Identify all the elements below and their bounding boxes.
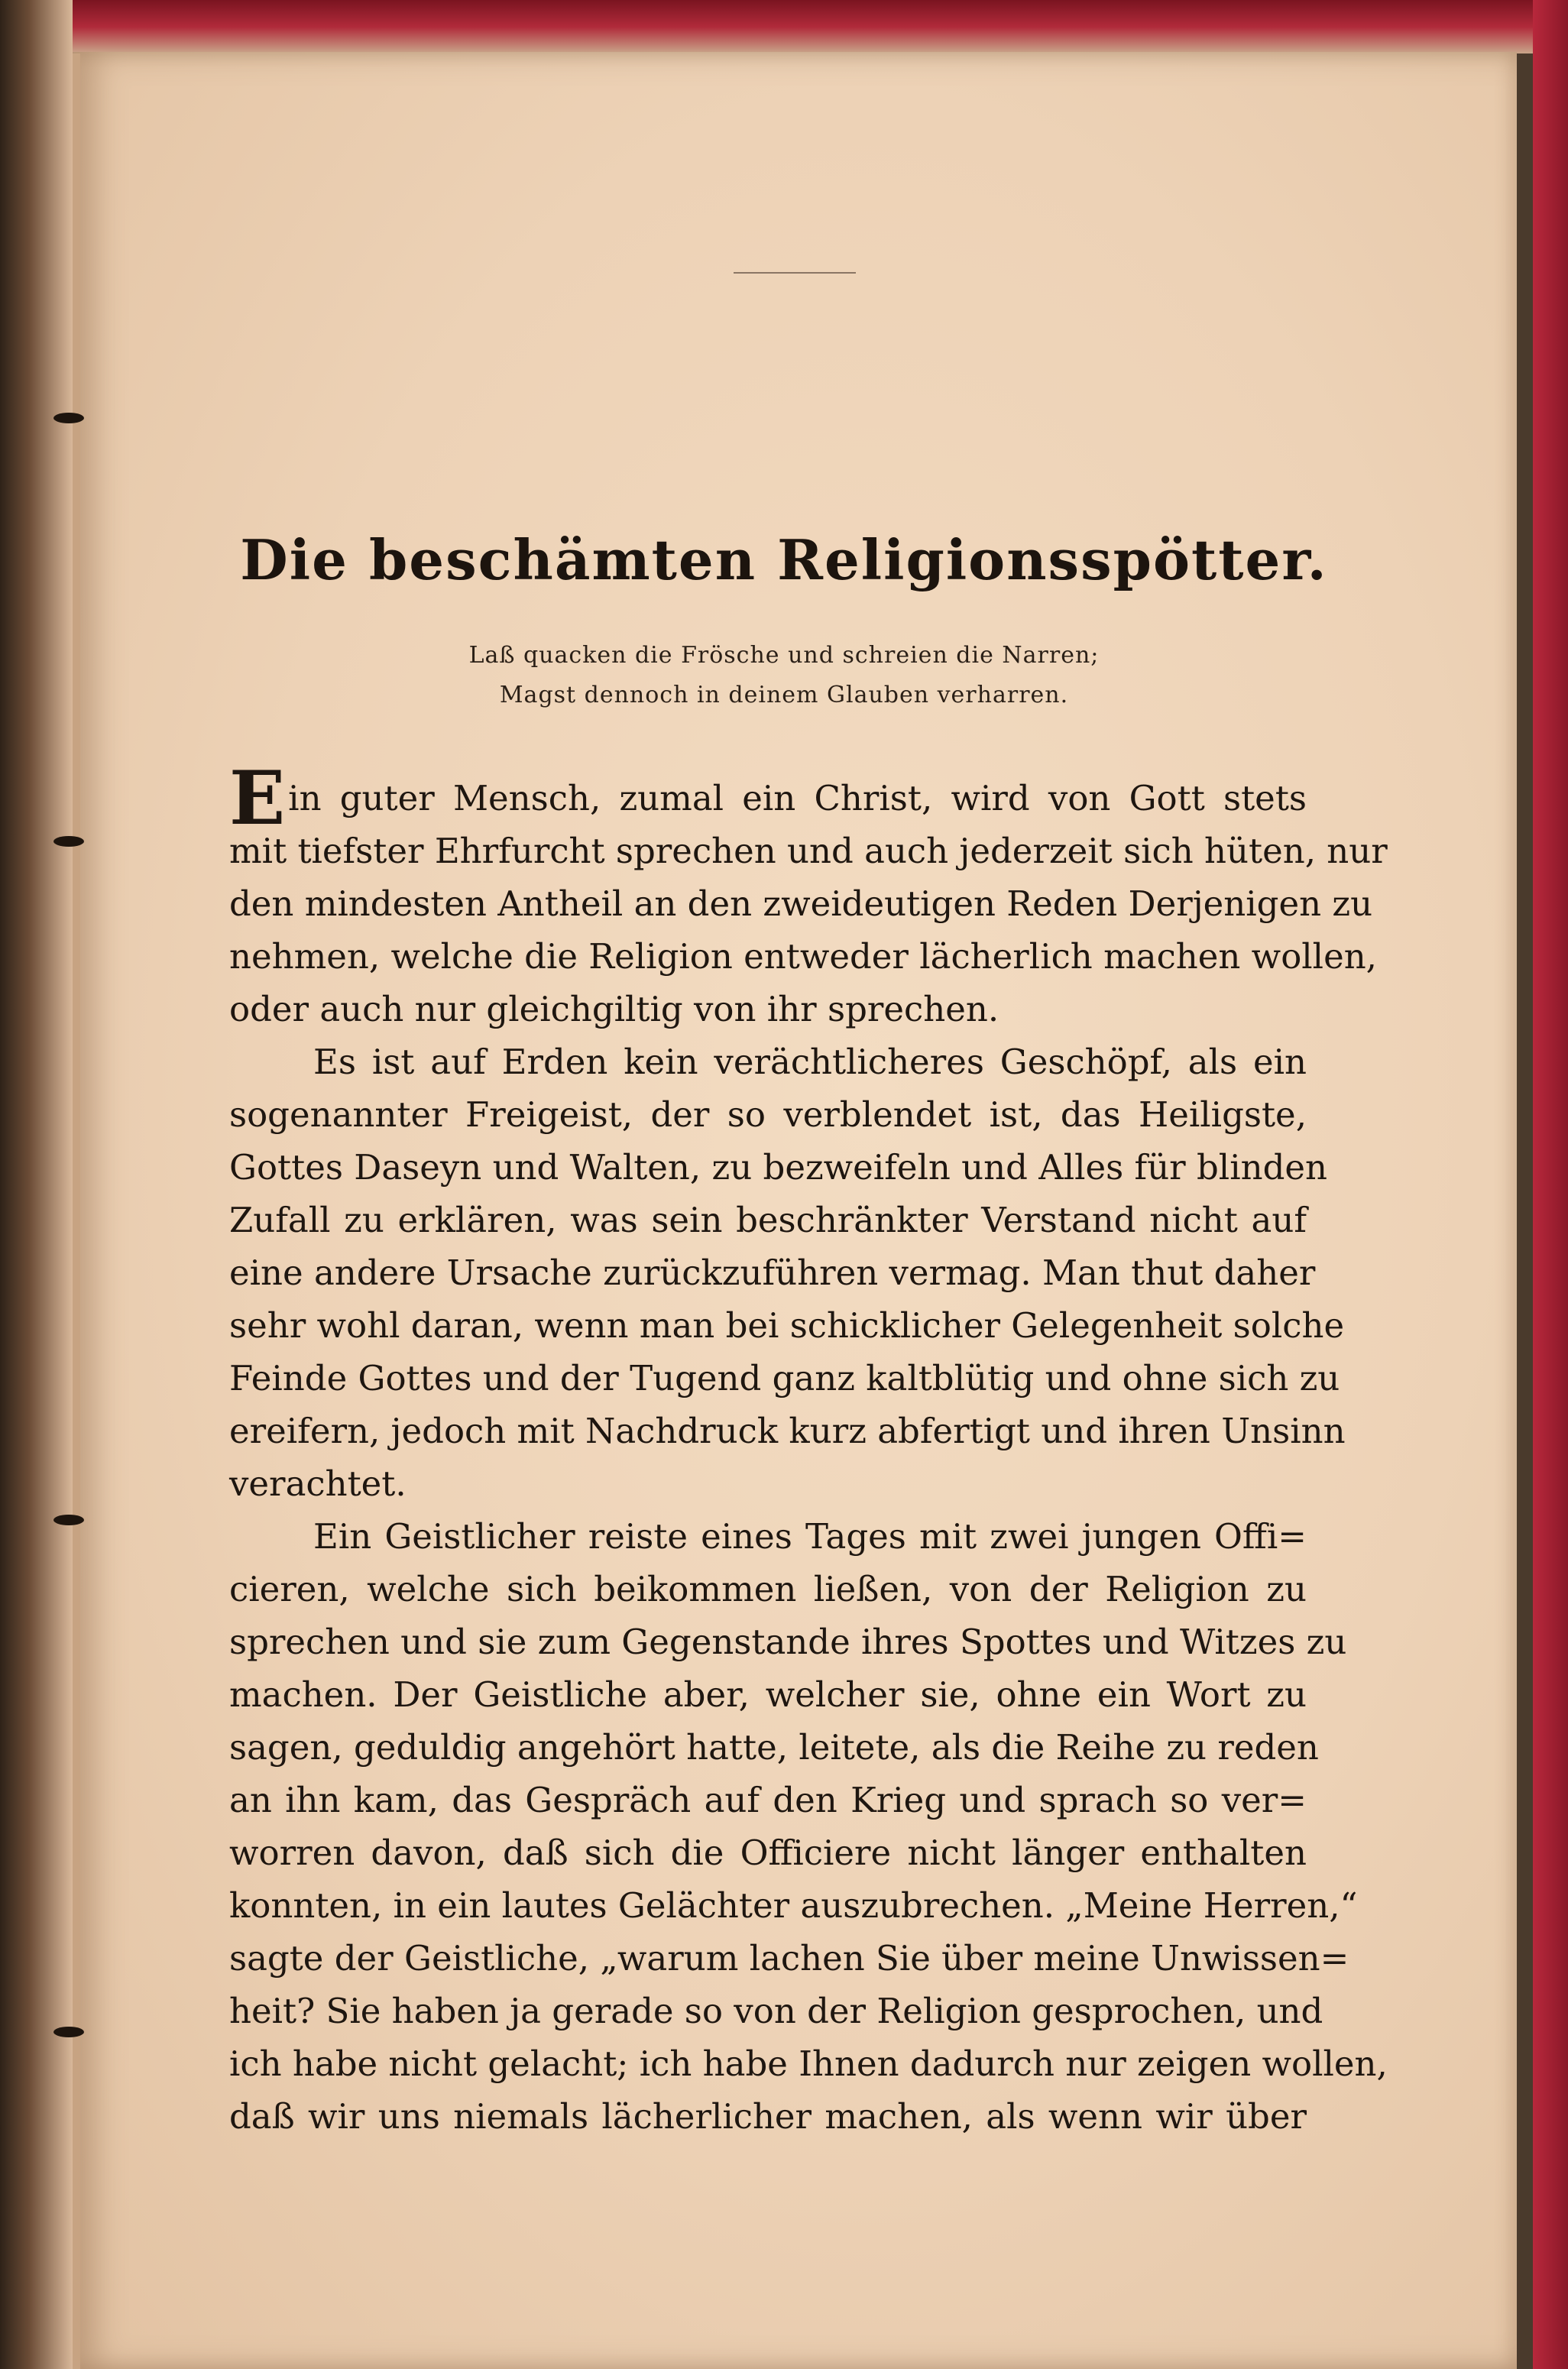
text-line: cieren, welche sich beikommen ließen, von der Religion zu <box>229 1569 1307 1609</box>
previous-leaf-edge <box>73 53 80 2369</box>
text-line: sehr wohl daran, wenn man bei schicklicher Gelegenheit solche <box>229 1305 1345 1346</box>
body-text <box>229 755 1388 2143</box>
book-cover-right-edge <box>1533 0 1568 2369</box>
text-line: sagen, geduldig angehört hatte, leitete, als die Reihe zu reden <box>229 1727 1319 1768</box>
text-line: Gottes Daseyn und Walten, zu bezweifeln und Alles für blinden <box>229 1147 1327 1188</box>
text-line: Ein guter Mensch, zumal ein Christ, wird von Gott stets <box>229 755 1307 841</box>
text-line: heit? Sie haben ja gerade so von der Religion gesprochen, und <box>229 1991 1323 2031</box>
text-line: verachtet. <box>229 1463 407 1504</box>
text-line: Zufall zu erklären, was sein beschränkter Verstand nicht auf <box>229 1200 1307 1240</box>
text-line: eine andere Ursache zurückzuführen vermag. Man thut daher <box>229 1253 1316 1293</box>
book-gutter <box>0 0 73 2369</box>
text-line: Es ist auf Erden kein verächtlicheres Geschöpf, als ein <box>313 1042 1307 1082</box>
text-line: worren davon, daß sich die Officiere nicht länger enthalten <box>229 1833 1307 1873</box>
drop-cap: E <box>229 755 286 841</box>
text-line: an ihn kam, das Gespräch auf den Krieg und sprach so ver= <box>229 1780 1307 1820</box>
text-line: nehmen, welche die Religion entweder lächerlich machen wollen, <box>229 936 1377 977</box>
text-line: daß wir uns niemals lächerlicher machen, als wenn wir über <box>229 2096 1307 2137</box>
text-line: sprechen und sie zum Gegenstande ihres Spottes und Witzes zu <box>229 1622 1347 1662</box>
binding-hole <box>53 1515 84 1525</box>
text-line: sagte der Geistliche, „warum lachen Sie über meine Unwissen= <box>229 1938 1349 1978</box>
binding-hole <box>53 2027 84 2037</box>
chapter-title: Die beschämten Religionsspötter. <box>240 527 1328 592</box>
motto-line-2: Magst dennoch in deinem Glauben verharren. <box>499 682 1069 708</box>
text-line: Ein Geistlicher reiste eines Tages mit zwei jungen Offi= <box>313 1516 1307 1557</box>
binding-hole <box>53 413 84 423</box>
text-line: mit tiefster Ehrfurcht sprechen und auch jederzeit sich hüten, nur <box>229 831 1388 871</box>
motto-line-1: Laß quacken die Frösche und schreien die Narren; <box>468 642 1100 669</box>
text-line: machen. Der Geistliche aber, welcher sie, ohne ein Wort zu <box>229 1674 1307 1715</box>
text-line: ereifern, jedoch mit Nachdruck kurz abfertigt und ihren Unsinn <box>229 1411 1346 1451</box>
book-cover-top-edge <box>0 0 1568 53</box>
text-line: ich habe nicht gelacht; ich habe Ihnen dadurch nur zeigen wollen, <box>229 2043 1388 2084</box>
text-line: oder auch nur gleichgiltig von ihr sprechen. <box>229 989 999 1029</box>
binding-hole <box>53 836 84 847</box>
text-line: den mindesten Antheil an den zweideutigen Reden Derjenigen zu <box>229 883 1373 924</box>
text-line: konnten, in ein lautes Gelächter auszubrechen. „Meine Herren,“ <box>229 1885 1358 1926</box>
page-number-rule <box>734 272 856 274</box>
text-line: sogenannter Freigeist, der so verblendet ist, das Heiligste, <box>229 1094 1307 1135</box>
text-line: Feinde Gottes und der Tugend ganz kaltblütig und ohne sich zu <box>229 1358 1340 1398</box>
